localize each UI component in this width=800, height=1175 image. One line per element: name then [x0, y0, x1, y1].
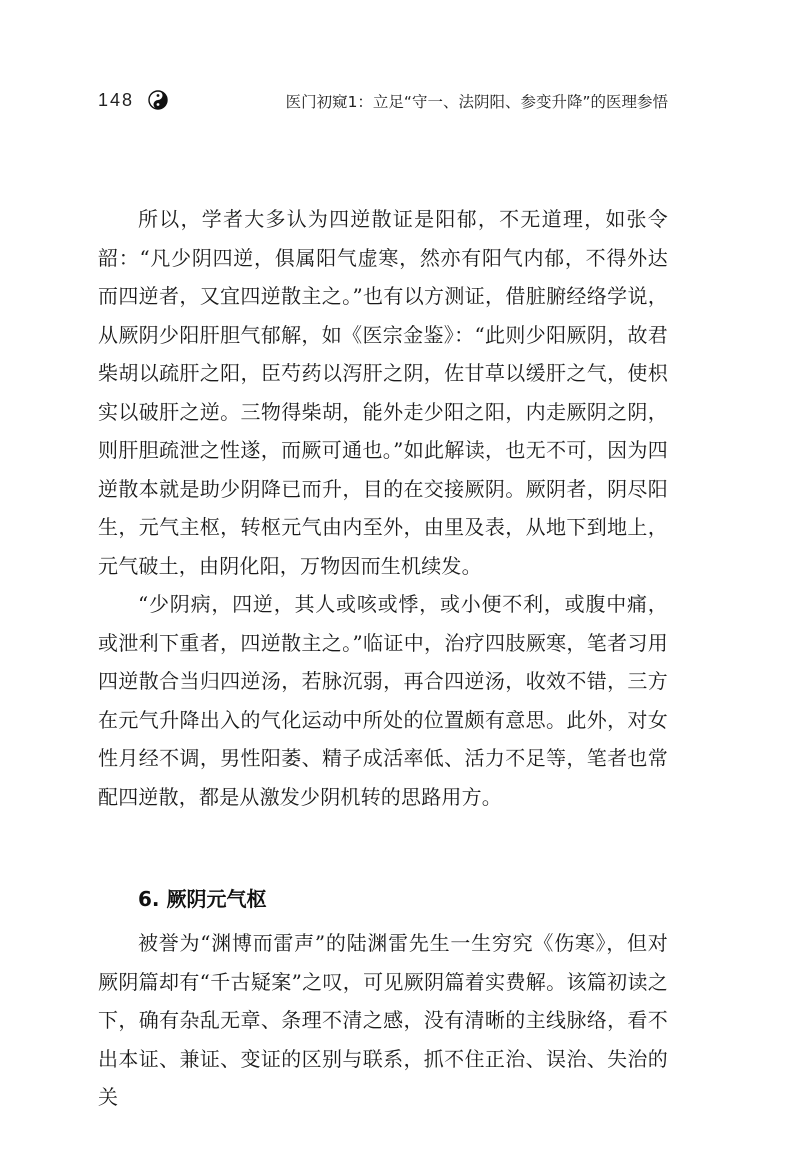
paragraph: “少阴病，四逆，其人或咳或悸，或小便不利，或腹中痛，或泄利下重者，四逆散主之。”临证中，治疗四肢厥寒，笔者习用四逆散合当归四逆汤，若脉沉弱，再合四逆汤，收效不错，三方在元气升降出入的气化运动中所处的位置颇有意思。此外，对女性月经不调，男性阳萎、精子成活率低、活力不足等，笔者也常配四逆散，都是从激发少阴机转的思路用方。 — [98, 592, 668, 809]
paragraph: 被誉为“渊博而雷声”的陆渊雷先生一生穷究《伤寒》，但对厥阴篇却有“千古疑案”之叹，可见厥阴篇着实费解。该篇初读之下，确有杂乱无章、条理不清之感，没有清晰的主线脉络，看不出本证、兼证、变证的区别与联系，抓不住正治、误治、失治的关 — [98, 931, 668, 1109]
main-text — [98, 200, 668, 816]
running-title: 医门初窥1：立足“守一、法阴阳、参变升降”的医理参悟 — [285, 93, 668, 111]
section-text — [98, 924, 668, 1117]
paragraph: 所以，学者大多认为四逆散证是阳郁，不无道理，如张令韶：“凡少阴四逆，俱属阳气虚寒，然亦有阳气内郁，不得外达而四逆者，又宜四逆散主之。”也有以方测证，借脏腑经络学说，从厥阴少阳肝胆气郁解，如《医宗金鉴》：“此则少阳厥阴，故君柴胡以疏肝之阳，臣芍药以泻肝之阴，佐甘草以缓肝之气，使枳实以破肝之逆。三物得柴胡，能外走少阳之阳，内走厥阴之阴，则肝胆疏泄之性遂，而厥可通也。”如此解读，也无不可，因为四逆散本就是助少阴降已而升，目的在交接厥阴。厥阴者，阴尽阳生，元气主枢，转枢元气由内至外，由里及表，从地下到地上，元气破土，由阴化阳，万物因而生机续发。 — [98, 207, 668, 578]
section-heading: 6. 厥阴元气枢 — [138, 887, 267, 911]
taiji-icon — [148, 90, 168, 110]
page-number: 148 — [98, 90, 135, 110]
page-header — [98, 86, 668, 118]
